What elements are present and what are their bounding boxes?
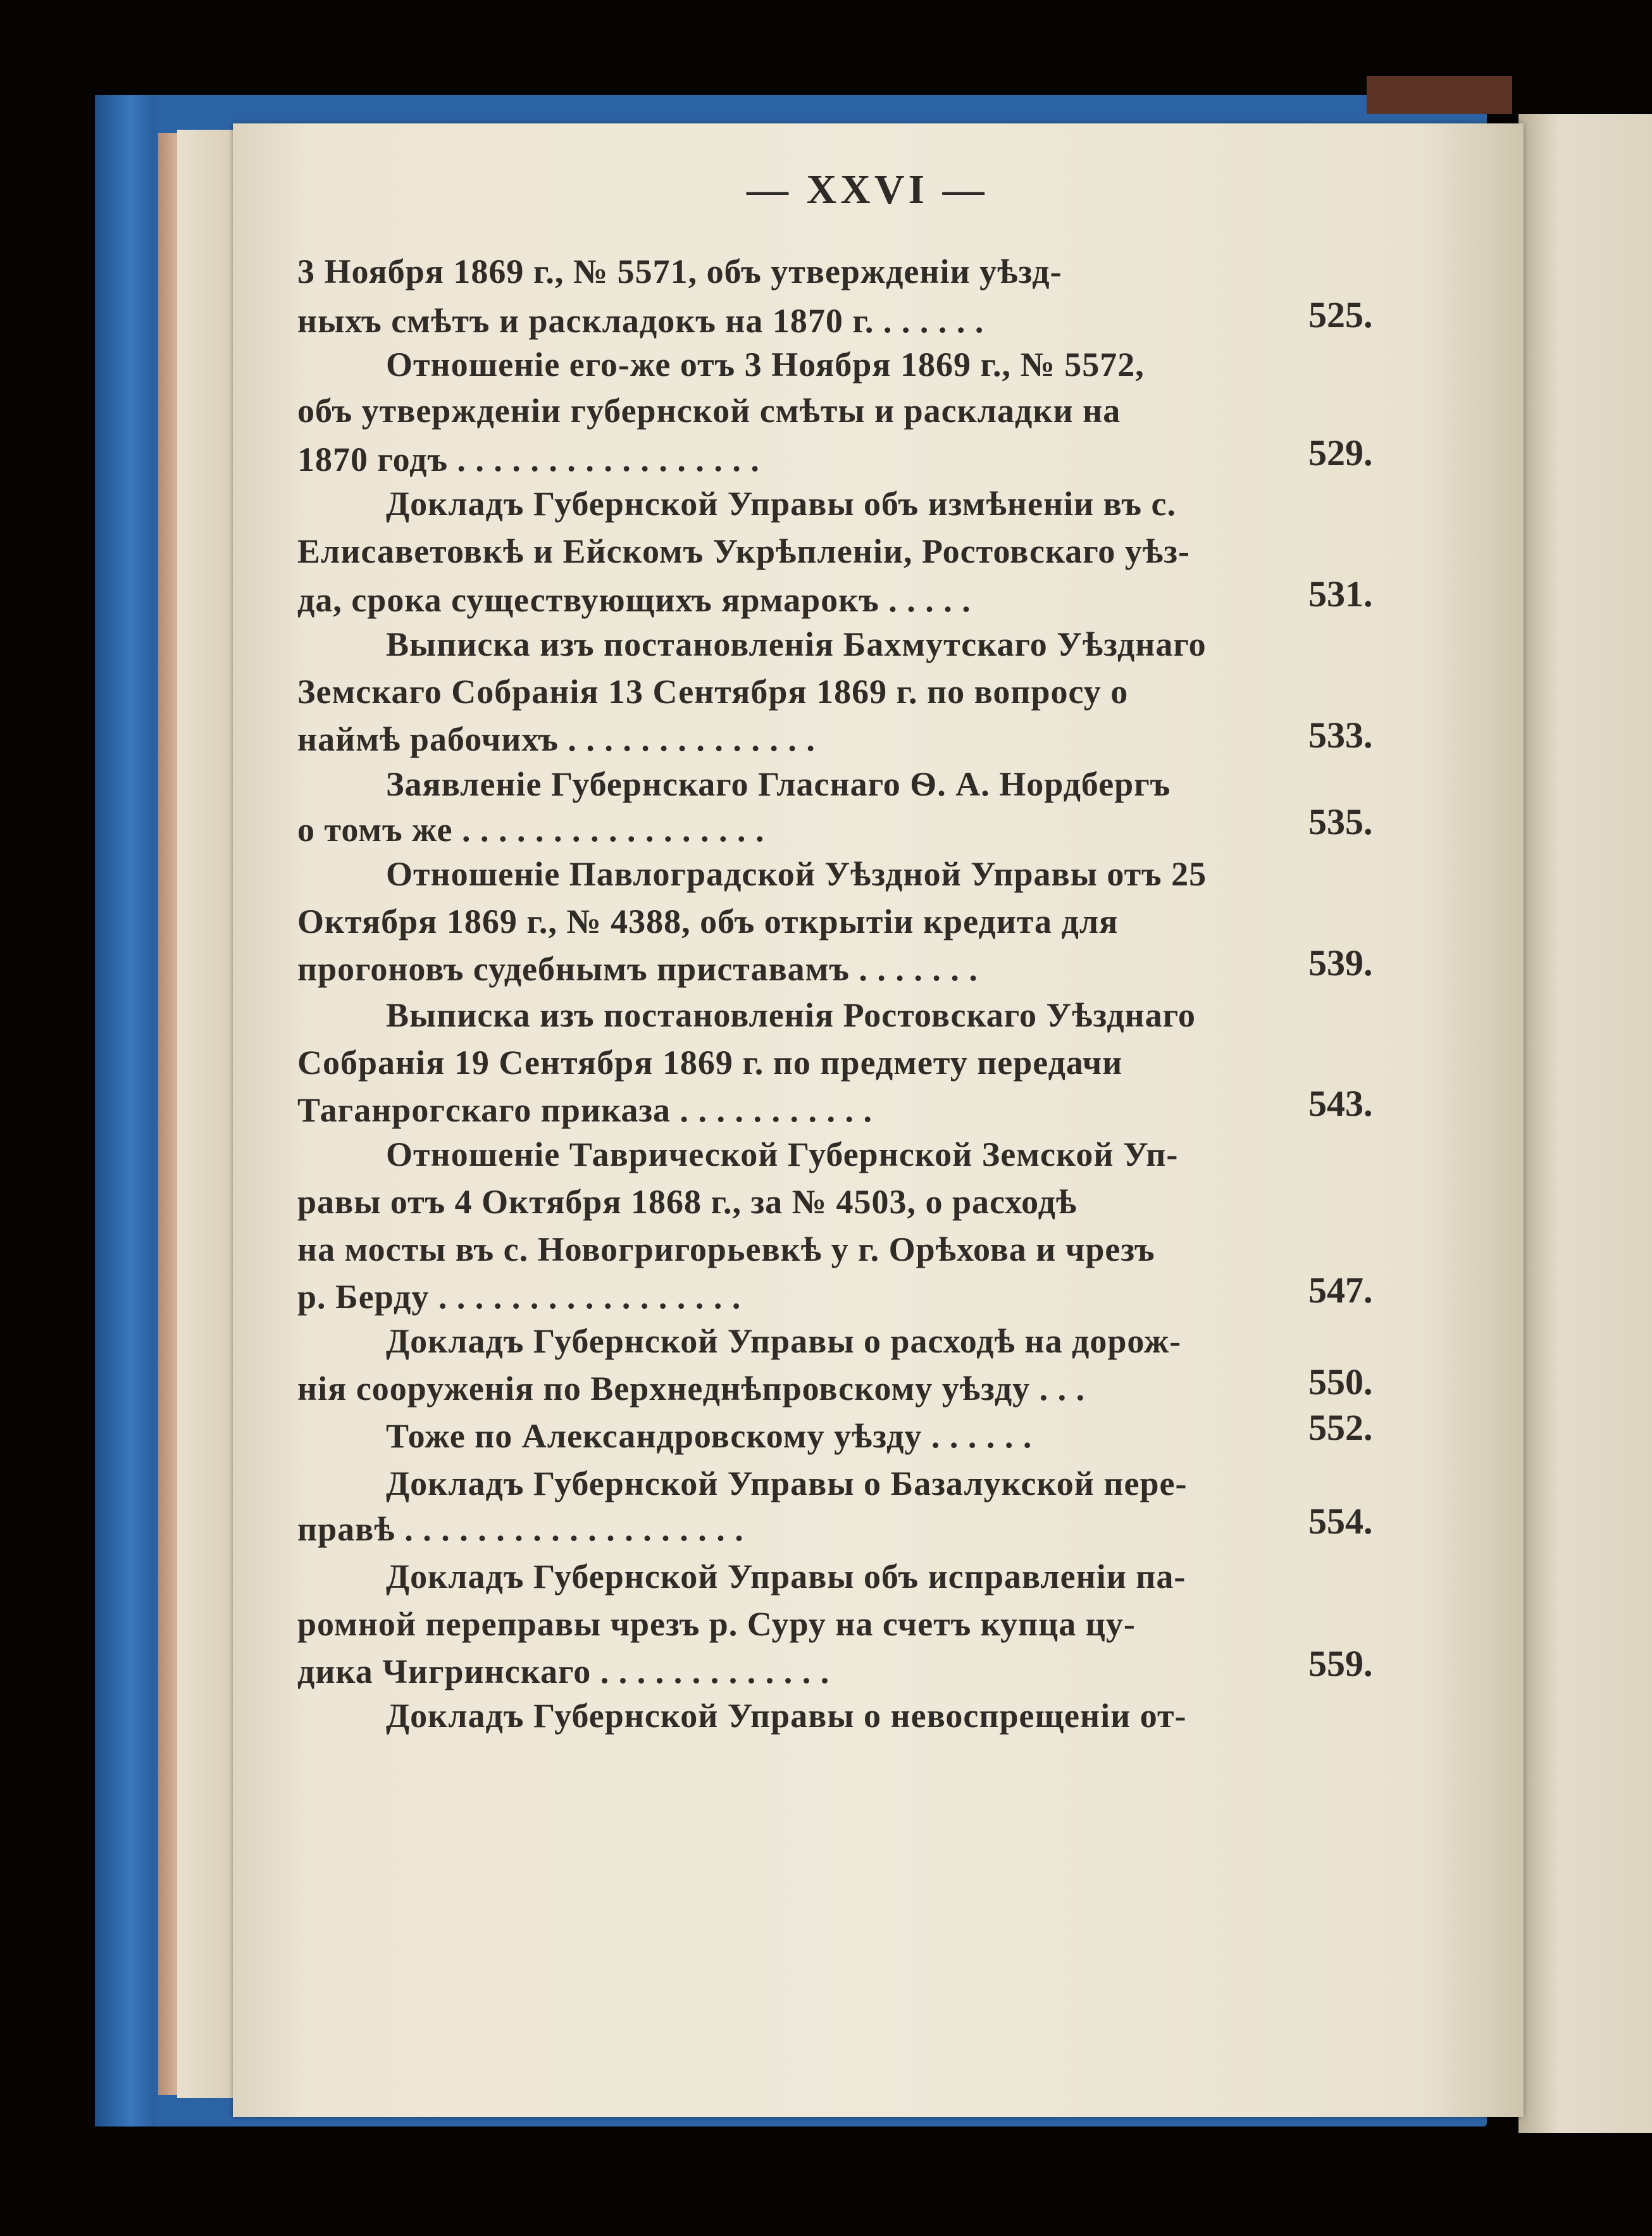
toc-line: на мосты въ с. Новогригорьевкѣ у г. Орѣхова и чрезъ (297, 1230, 1155, 1268)
toc-line: Собранія 19 Сентября 1869 г. по предмету передачи (297, 1044, 1123, 1082)
toc-line: Таганрогскаго приказа . . . . . . . . . . . (297, 1091, 873, 1129)
toc-line: дика Чигринскаго . . . . . . . . . . . . . (297, 1652, 830, 1690)
toc-line: Отношеніе Павлоградской Уѣздной Управы отъ 25 (386, 855, 1207, 893)
toc-page-number: 535. (1308, 801, 1373, 842)
page-edges (177, 130, 237, 2098)
toc-line: Докладъ Губернской Управы объ исправленіи па- (386, 1558, 1186, 1596)
toc-line: Докладъ Губернской Управы о невоспрещеніи от- (386, 1697, 1187, 1735)
toc-page-number: 543. (1308, 1083, 1373, 1124)
toc-page-number: 533. (1308, 715, 1373, 756)
toc-line: да, срока существующихъ ярмарокъ . . . . . (297, 581, 971, 619)
toc-line: Отношеніе Таврической Губернской Земской Уп- (386, 1135, 1179, 1173)
toc-line: Тоже по Александровскому уѣзду . . . . . . (386, 1417, 1033, 1455)
toc-page-number: 525. (1308, 294, 1373, 335)
toc-line: р. Берду . . . . . . . . . . . . . . . . . (297, 1278, 742, 1316)
toc-page-number: 559. (1308, 1643, 1373, 1684)
toc-line: Докладъ Губернской Управы объ измѣненіи въ с. (386, 485, 1176, 523)
toc-line: Докладъ Губернской Управы о расходѣ на дорож- (386, 1322, 1182, 1360)
toc-line: 3 Ноября 1869 г., № 5571, объ утвержденіи уѣзд- (297, 253, 1062, 290)
facing-page-edge (1518, 114, 1652, 2133)
toc-line: 1870 годъ . . . . . . . . . . . . . . . . . (297, 440, 760, 478)
toc-page-number: 539. (1308, 942, 1373, 984)
toc-line: ромной переправы чрезъ р. Суру на счетъ купца цу- (297, 1605, 1136, 1643)
toc-page-number: 547. (1308, 1270, 1373, 1311)
toc-line: Выписка изъ постановленія Ростовскаго Уѣзднаго (386, 996, 1196, 1034)
toc-line: Земскаго Собранія 13 Сентября 1869 г. по вопросу о (297, 673, 1129, 711)
toc-line: ныхъ смѣтъ и раскладокъ на 1870 г. . . . . . . (297, 302, 984, 340)
toc-line: Октября 1869 г., № 4388, объ открытіи кредита для (297, 903, 1119, 940)
page-number-header: — XXVI — (747, 166, 988, 213)
toc-line: Выписка изъ постановленія Бахмутскаго Уѣзднаго (386, 625, 1207, 663)
toc-line: объ утвержденіи губернской смѣты и раскладки на (297, 392, 1121, 430)
book-spine (95, 95, 155, 2127)
toc-line: наймѣ рабочихъ . . . . . . . . . . . . . . (297, 720, 816, 758)
toc-line: правѣ . . . . . . . . . . . . . . . . . . . (297, 1510, 744, 1548)
toc-line: Отношеніе его-же отъ 3 Ноября 1869 г., № 5572, (386, 346, 1145, 384)
toc-line: о томъ же . . . . . . . . . . . . . . . . . (297, 811, 765, 849)
toc-line: Докладъ Губернской Управы о Базалукской пере- (386, 1465, 1188, 1502)
toc-page-number: 554. (1308, 1501, 1373, 1542)
toc-line: нія сооруженія по Верхнеднѣпровскому уѣзду . . . (297, 1370, 1086, 1408)
toc-page-number: 529. (1308, 432, 1373, 473)
toc-line: равы отъ 4 Октября 1868 г., за № 4503, о расходѣ (297, 1183, 1078, 1221)
toc-line: Елисаветовкѣ и Ейскомъ Укрѣпленіи, Ростовскаго уѣз- (297, 532, 1190, 570)
toc-line: прогоновъ судебнымъ приставамъ . . . . . . . (297, 950, 978, 988)
cover-corner (1367, 76, 1512, 114)
toc-page-number: 552. (1308, 1407, 1373, 1448)
page-edges-red (158, 133, 177, 2095)
toc-page-number: 550. (1308, 1361, 1373, 1402)
toc-page-number: 531. (1308, 573, 1373, 615)
toc-line: Заявленіе Губернскаго Гласнаго Ѳ. А. Нордбергъ (386, 765, 1171, 803)
